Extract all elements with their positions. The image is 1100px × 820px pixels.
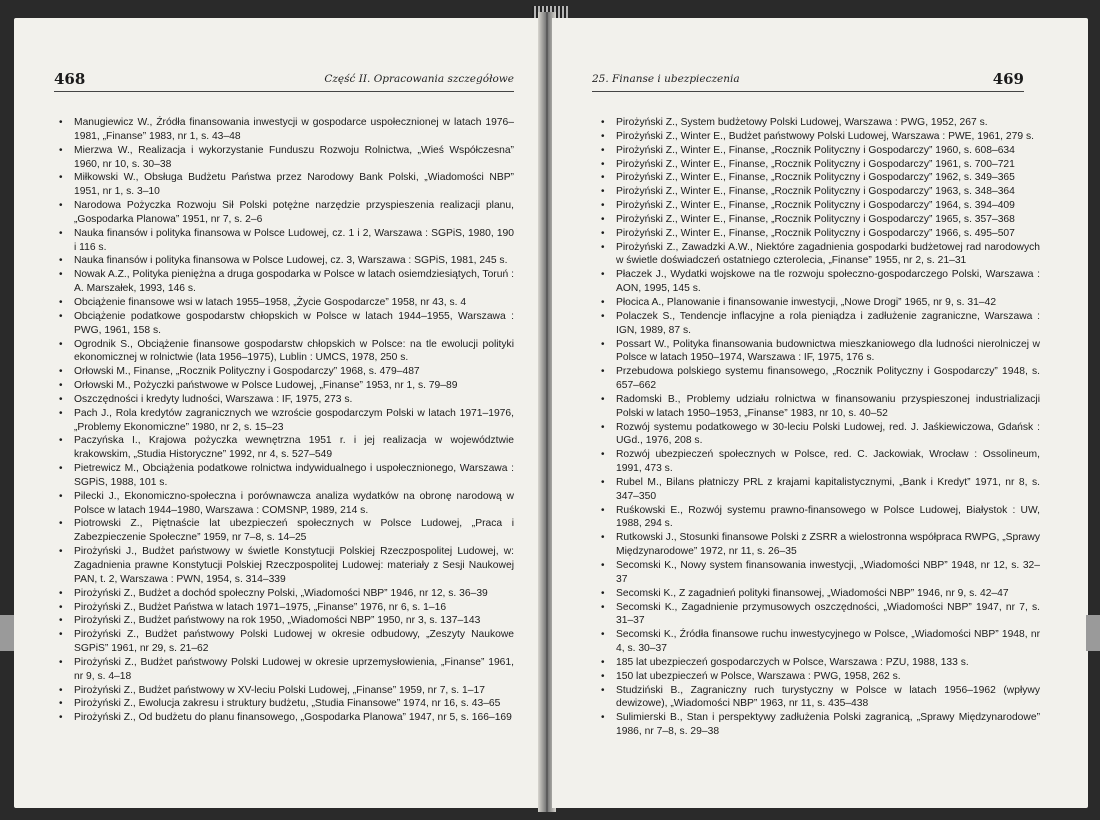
bibliography-entry: • Orłowski M., Finanse, „Rocznik Polityczny i Gospodarczy” 1968, s. 479–487 [58,365,514,379]
left-page [14,18,540,808]
left-page-header [54,70,514,96]
bibliography-entry: • Paczyńska I., Krajowa pożyczka wewnętrzna 1951 r. i jej realizacja w województwie krakowskim, „Studia Historyczne” 1992, nr 4, s. 527–549 [58,434,514,462]
bibliography-entry: • Sulimierski B., Stan i perspektywy zadłużenia Polski zagranicą, „Sprawy Międzynarodowe” 1986, nr 7–8, s. 29–38 [600,711,1040,739]
bibliography-entry: • Ogrodnik S., Obciążenie finansowe gospodarstw chłopskich w Polsce: na tle ewolucji polityki ekonomicznej w rolnictwie (lata 1956–1975), Lublin : UMCS, 1978, 250 s. [58,338,514,366]
bibliography-entry: • Oszczędności i kredyty ludności, Warszawa : IF, 1975, 273 s. [58,393,514,407]
left-bibliography-list [58,116,514,725]
bibliography-entry: • Narodowa Pożyczka Rozwoju Sił Polski potężne narzędzie przyspieszenia realizacji planu, „Gospodarka Planowa” 1951, nr 7, s. 2–6 [58,199,514,227]
bibliography-entry: • Pirożyński Z., Ewolucja zakresu i struktury budżetu, „Studia Finansowe” 1974, nr 16, s. 43–65 [58,697,514,711]
bibliography-entry: • Płocica A., Planowanie i finansowanie inwestycji, „Nowe Drogi” 1965, nr 9, s. 31–42 [600,296,1040,310]
left-header-rule [54,91,514,92]
right-edge-marker [1086,615,1100,651]
bibliography-entry: • Pirożyński J., Budżet państwowy w świetle Konstytucji Polskiej Rzeczpospolitej Ludowej, w: Zagadnienia prawne Konstytucji Polskiej Rzeczpospolitej Ludowej: materiały z Sesji Naukowej PAN, t. 2, Warszawa : PWN, 1954, s. 314–339 [58,545,514,587]
bibliography-entry: • Secomski K., Źródła finansowe ruchu inwestycyjnego w Polsce, „Wiadomości NBP” 1948, nr 4, s. 30–37 [600,628,1040,656]
bibliography-entry: • Possart W., Polityka finansowania budownictwa mieszkaniowego dla ludności nierolniczej w Polsce w latach 1950–1974, Warszawa : IF, 1975, 176 s. [600,338,1040,366]
bibliography-entry: • Secomski K., Z zagadnień polityki finansowej, „Wiadomości NBP” 1946, nr 9, s. 42–47 [600,587,1040,601]
bibliography-entry: • Rozwój ubezpieczeń społecznych w Polsce, red. C. Jackowiak, Wrocław : Ossolineum, 1991, 473 s. [600,448,1040,476]
bibliography-entry: • Rozwój systemu podatkowego w 30-leciu Polski Ludowej, red. J. Jaśkiewiczowa, Gdańsk : UGd., 1976, 208 s. [600,421,1040,449]
bibliography-entry: • Pirożyński Z., Budżet Państwa w latach 1971–1975, „Finanse” 1976, nr 6, s. 1–16 [58,601,514,615]
left-running-head: Część II. Opracowania szczegółowe [324,73,514,85]
bibliography-entry: • Ruśkowski E., Rozwój systemu prawno-finansowego w Polsce Ludowej, Białystok : UW, 1988, 294 s. [600,504,1040,532]
bibliography-entry: • Pirożyński Z., Budżet państwowy na rok 1950, „Wiadomości NBP” 1950, nr 3, s. 137–143 [58,614,514,628]
bibliography-entry: • Pirożyński Z., Zawadzki A.W., Niektóre zagadnienia gospodarki budżetowej rad narodowych w świetle doświadczeń ostatniego czterolecia, „Finanse” 1955, nr 2, s. 21–31 [600,241,1040,269]
bibliography-entry: • Nauka finansów i polityka finansowa w Polsce Ludowej, cz. 3, Warszawa : SGPiS, 1981, 245 s. [58,254,514,268]
left-page-number: 468 [54,70,86,88]
bibliography-entry: • Płaczek J., Wydatki wojskowe na tle rozwoju społeczno-gospodarczego Polski, Warszawa : AON, 1995, 145 s. [600,268,1040,296]
bibliography-entry: • Miłkowski W., Obsługa Budżetu Państwa przez Narodowy Bank Polski, „Wiadomości NBP” 1951, nr 1, s. 3–10 [58,171,514,199]
bibliography-entry: • Pirożyński Z., Winter E., Finanse, „Rocznik Polityczny i Gospodarczy” 1965, s. 357–368 [600,213,1040,227]
right-header-rule [592,91,1024,92]
bibliography-entry: • Pirożyński Z., Winter E., Finanse, „Rocznik Polityczny i Gospodarczy” 1960, s. 608–634 [600,144,1040,158]
bibliography-entry: • Piotrowski Z., Piętnaście lat ubezpieczeń społecznych w Polsce Ludowej, „Praca i Zabezpieczenie Społeczne” 1959, nr 7–8, s. 14–25 [58,517,514,545]
bibliography-entry: • Pirożyński Z., Budżet a dochód społeczny Polski, „Wiadomości NBP” 1946, nr 12, s. 36–39 [58,587,514,601]
right-page-header [592,70,1024,96]
bibliography-entry: • Manugiewicz W., Źródła finansowania inwestycji w gospodarce uspołecznionej w latach 1976–1981, „Finanse” 1983, nr 1, s. 43–48 [58,116,514,144]
bibliography-entry: • Rutkowski J., Stosunki finansowe Polski z ZSRR a wielostronna współpraca RWPG, „Sprawy Międzynarodowe” 1972, nr 11, s. 26–35 [600,531,1040,559]
bibliography-entry: • Pach J., Rola kredytów zagranicznych we wzroście gospodarczym Polski w latach 1971–1976, „Problemy Ekonomiczne” 1980, nr 2, s. 15–23 [58,407,514,435]
right-bibliography-list [600,116,1040,739]
right-page-number: 469 [992,70,1024,88]
bibliography-entry: • Nowak A.Z., Polityka pieniężna a druga gospodarka w Polsce w latach osiemdziesiątych, Toruń : A. Marszałek, 1993, 146 s. [58,268,514,296]
bibliography-entry: • Rubel M., Bilans płatniczy PRL z krajami kapitalistycznymi, „Bank i Kredyt” 1971, nr 8, s. 347–350 [600,476,1040,504]
bibliography-entry: • Pirożyński Z., Budżet państwowy w XV-leciu Polski Ludowej, „Finanse” 1959, nr 7, s. 1–17 [58,684,514,698]
bibliography-entry: • 185 lat ubezpieczeń gospodarczych w Polsce, Warszawa : PZU, 1988, 133 s. [600,656,1040,670]
bibliography-entry: • Pirożyński Z., Od budżetu do planu finansowego, „Gospodarka Planowa” 1947, nr 5, s. 166–169 [58,711,514,725]
bibliography-entry: • Pirożyński Z., Winter E., Budżet państwowy Polski Ludowej, Warszawa : PWE, 1961, 279 s. [600,130,1040,144]
bibliography-entry: • Pirożyński Z., Winter E., Finanse, „Rocznik Polityczny i Gospodarczy” 1964, s. 394–409 [600,199,1040,213]
bibliography-entry: • Secomski K., Zagadnienie przymusowych oszczędności, „Wiadomości NBP” 1947, nr 7, s. 31–37 [600,601,1040,629]
bibliography-entry: • Pirożyński Z., Budżet państwowy Polski Ludowej w okresie odbudowy, „Zeszyty Naukowe SGPiS” 1961, nr 29, s. 21–62 [58,628,514,656]
bibliography-entry: • Obciążenie podatkowe gospodarstw chłopskich w Polsce w latach 1944–1955, Warszawa : PWG, 1961, 158 s. [58,310,514,338]
bibliography-entry: • Pirożyński Z., Winter E., Finanse, „Rocznik Polityczny i Gospodarczy” 1962, s. 349–365 [600,171,1040,185]
bibliography-entry: • Orłowski M., Pożyczki państwowe w Polsce Ludowej, „Finanse” 1953, nr 1, s. 79–89 [58,379,514,393]
bibliography-entry: • Polaczek S., Tendencje inflacyjne a rola pieniądza i zadłużenie zagraniczne, Warszawa : IGN, 1989, 87 s. [600,310,1040,338]
bibliography-entry: • Pietrewicz M., Obciążenia podatkowe rolnictwa indywidualnego i uspołecznionego, Warszawa : SGPiS, 1988, 101 s. [58,462,514,490]
bibliography-entry: • Pirożyński Z., Winter E., Finanse, „Rocznik Polityczny i Gospodarczy” 1966, s. 495–507 [600,227,1040,241]
bibliography-entry: • Mierzwa W., Realizacja i wykorzystanie Funduszu Rozwoju Rolnictwa, „Wieś Współczesna” 1960, nr 10, s. 30–38 [58,144,514,172]
right-page [552,18,1088,808]
bibliography-entry: • Pirożyński Z., System budżetowy Polski Ludowej, Warszawa : PWG, 1952, 267 s. [600,116,1040,130]
bibliography-entry: • 150 lat ubezpieczeń w Polsce, Warszawa : PWG, 1958, 262 s. [600,670,1040,684]
bibliography-entry: • Przebudowa polskiego systemu finansowego, „Rocznik Polityczny i Gospodarczy” 1948, s. 657–662 [600,365,1040,393]
bibliography-entry: • Radomski B., Problemy udziału rolnictwa w finansowaniu przyspieszonej industrializacji Polski w latach 1950–1953, „Finanse” 1983, nr 10, s. 40–52 [600,393,1040,421]
bibliography-entry: • Pirożyński Z., Winter E., Finanse, „Rocznik Polityczny i Gospodarczy” 1963, s. 348–364 [600,185,1040,199]
bibliography-entry: • Nauka finansów i polityka finansowa w Polsce Ludowej, cz. 1 i 2, Warszawa : SGPiS, 1980, 190 i 116 s. [58,227,514,255]
left-edge-marker [0,615,14,651]
bibliography-entry: • Obciążenie finansowe wsi w latach 1955–1958, „Życie Gospodarcze” 1958, nr 43, s. 4 [58,296,514,310]
bibliography-entry: • Studziński B., Zagraniczny ruch turystyczny w Polsce w latach 1956–1962 (wpływy dewizowe), „Wiadomości NBP” 1963, nr 11, s. 435–438 [600,684,1040,712]
bibliography-entry: • Pilecki J., Ekonomiczno-społeczna i porównawcza analiza wydatków na obronę narodową w Polsce w latach 1944–1980, Warszawa : COMSNP, 1989, 214 s. [58,490,514,518]
bibliography-entry: • Pirożyński Z., Budżet państwowy Polski Ludowej w okresie uprzemysłowienia, „Finanse” 1961, nr 9, s. 4–18 [58,656,514,684]
bibliography-entry: • Pirożyński Z., Winter E., Finanse, „Rocznik Polityczny i Gospodarczy” 1961, s. 700–721 [600,158,1040,172]
right-running-head: 25. Finanse i ubezpieczenia [592,73,740,85]
bibliography-entry: • Secomski K., Nowy system finansowania inwestycji, „Wiadomości NBP” 1948, nr 12, s. 32–37 [600,559,1040,587]
